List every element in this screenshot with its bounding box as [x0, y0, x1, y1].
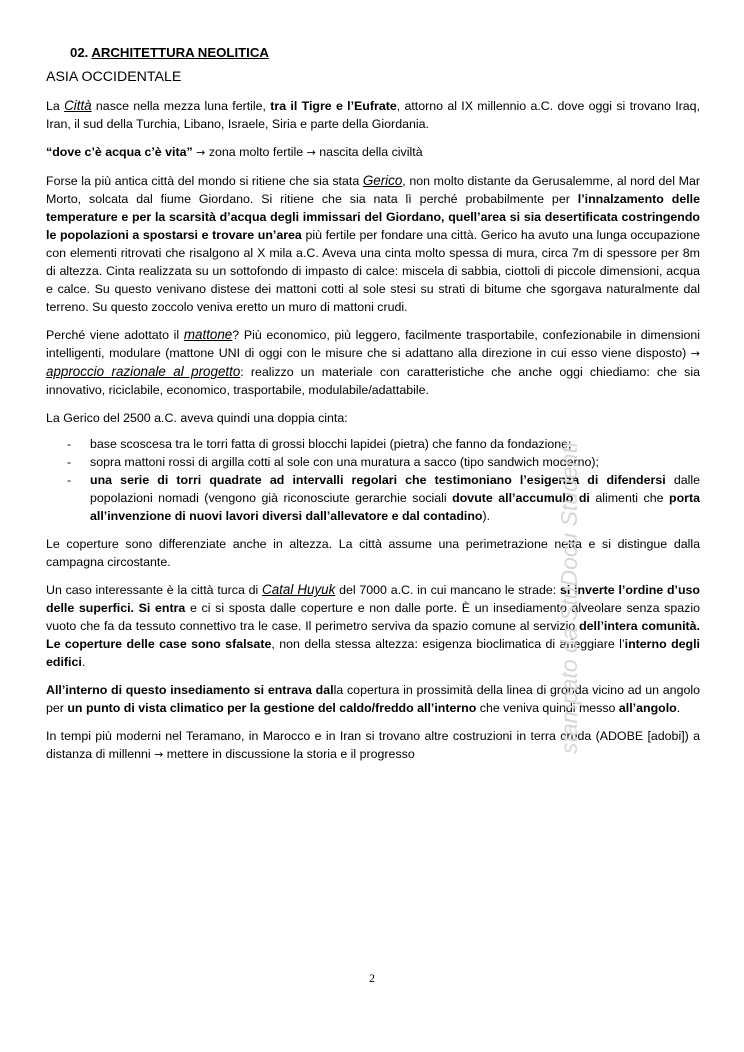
arrow-icon: →	[306, 146, 316, 159]
term-gerico: Gerico	[362, 173, 403, 188]
paragraph-acqua: “dove c’è acqua c’è vita” → zona molto fertile → nascita della civiltà	[46, 145, 423, 159]
cinta-list	[46, 435, 700, 525]
paragraph-mattone: Perché viene adottato il mattone? Più economico, più leggero, facilmente trasportabile, confezionabile in dimensioni intelligenti, modulare (mattone UNI di oggi con le misure che si adattano alla direzione in cui esso viene disposto) → approccio razionale al progetto: realizzo un materiale con caratteristiche che anche oggi chiediamo: che sia innovativo, riciclabile, economico, trasportabile, modulabile/adattabile.	[46, 327, 700, 397]
paragraph-insediamento: All’interno di questo insediamento si entrava dalla copertura in prossimità della linea di gronda vicino ad un angolo per un punto di vista climatico per la gestione del caldo/freddo all’interno che veniva quindi messo all’angolo.	[46, 683, 700, 715]
arrow-icon: →	[196, 146, 206, 159]
document-page	[46, 44, 700, 774]
paragraph-doppia-cinta: La Gerico del 2500 a.C. aveva quindi una doppia cinta:	[46, 411, 348, 425]
paragraph-citta: La Città nasce nella mezza luna fertile, tra il Tigre e l’Eufrate, attorno al IX millennio a.C. dove oggi si trovano Iraq, Iran, il sud della Turchia, Libano, Israele, Siria e parte della Giordania.	[46, 98, 701, 131]
arrow-icon: →	[154, 748, 164, 761]
arrow-icon: →	[690, 347, 700, 360]
paragraph-catal-huyuk: Un caso interessante è la città turca di Catal Huyuk del 7000 a.C. in cui mancano le strade: si inverte l’ordine d’uso delle superfici. Si entra e ci si sposta dalle coperture e non dalle porte. È un insediamento alveolare senza spazio vuoto che fa da tessuto connettivo tra le case. Il perimetro serviva da spazio comune al servizio dell’intera comunità. Le coperture delle case sono sfalsate, non della stessa altezza: esigenza bioclimatica di arieggiare l’interno degli edifici.	[46, 582, 700, 669]
term-catal-huyuk: Catal Huyuk	[262, 582, 336, 597]
paragraph-coperture: Le coperture sono differenziate anche in altezza. La città assume una perimetrazione netta e si distingue dalla campagna circostante.	[46, 537, 700, 569]
paragraph-teramano: In tempi più moderni nel Teramano, in Marocco e in Iran si trovano altre costruzioni in terra cruda (ADOBE [adobi]) a distanza di millenni → mettere in discussione la storia e il progresso	[46, 729, 700, 761]
list-item: - una serie di torri quadrate ad intervalli regolari che testimoniano l’esigenza di difendersi dalle popolazioni nomadi (vengono già riconosciute gerarchie sociali dovute all’accumulo di alimenti che porta all’invenzione di nuovi lavori diversi dall’allevatore e dal contadino).	[67, 473, 701, 523]
term-mattone: mattone	[183, 327, 233, 342]
chapter-heading	[70, 44, 700, 62]
term-approccio: approccio razionale al progetto	[46, 364, 241, 379]
watermark: stampato da StuDocu Studenti	[556, 442, 582, 754]
chapter-number: 02.	[70, 45, 89, 60]
section-title: ASIA OCCIDENTALE	[46, 69, 182, 85]
page-number: 2	[369, 971, 375, 985]
chapter-title: ARCHITETTURA NEOLITICA	[91, 45, 269, 60]
list-item: - base scoscesa tra le torri fatta di grossi blocchi lapidei (pietra) che fanno da fondazione;	[67, 437, 572, 451]
term-citta: Città	[64, 98, 92, 113]
list-item: - sopra mattoni rossi di argilla cotti al sole con una muratura a sacco (tipo sandwich moderno);	[67, 455, 599, 469]
paragraph-gerico: Forse la più antica città del mondo si ritiene che sia stata Gerico, non molto distante da Gerusalemme, al nord del Mar Morto, solcata dal fiume Giordano. Si ritiene che sia nata lì perché probabilmente per l’innalzamento delle temperature e per la scarsità d’acqua degli immissari del Giordano, quell’area si sia desertificata costringendo le popolazioni a spostarsi e trovare un’area più fertile per fondare una città. Gerico ha avuto una lunga occupazione con elementi ritrovati che risalgono al X mila a.C. Aveva una cinta molto spessa di mura, circa 7m di spessore per 8m di altezza. Cinta realizzata su un sottofondo di impasto di calce: miscela di sabbia, ciottoli di piccole dimensioni, acqua e calce. Su questo venivano distese dei mattoni cotti al sole stesi su strati di bitume che sgorgava naturalmente dal terreno. Su questo zoccolo veniva eretto un muro di mattoni crudi.	[46, 173, 700, 314]
